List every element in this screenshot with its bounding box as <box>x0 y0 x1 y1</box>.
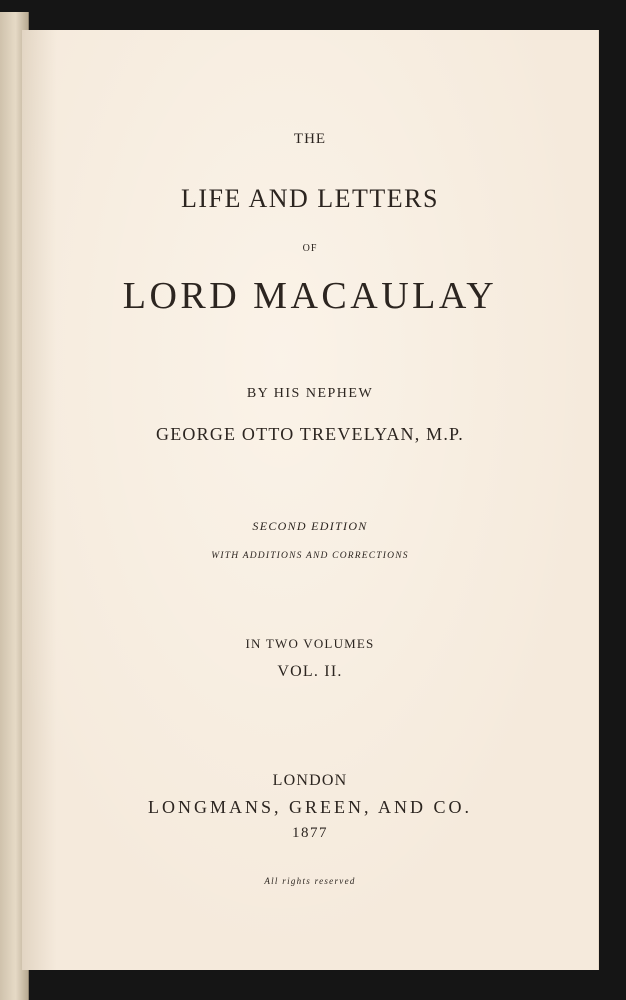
edition-label: SECOND EDITION <box>252 519 368 533</box>
title-page <box>22 30 598 970</box>
volume-number: VOL. II. <box>277 663 343 680</box>
book-title: LIFE AND LETTERS <box>181 184 439 213</box>
publisher-name: LONGMANS, GREEN, AND CO. <box>147 797 472 817</box>
title-preposition: OF <box>302 243 318 254</box>
volumes-label: IN TWO VOLUMES <box>245 636 375 651</box>
publication-year: 1877 <box>292 825 328 841</box>
by-line: BY HIS NEPHEW <box>246 386 374 401</box>
publication-city: LONDON <box>272 772 348 789</box>
book-subject: LORD MACAULAY <box>122 275 498 317</box>
rights-notice: All rights reserved <box>264 876 356 886</box>
edition-note: WITH ADDITIONS AND CORRECTIONS <box>211 551 409 561</box>
author-name: GEORGE OTTO TREVELYAN, M.P. <box>156 424 464 444</box>
title-article: THE <box>293 131 327 147</box>
